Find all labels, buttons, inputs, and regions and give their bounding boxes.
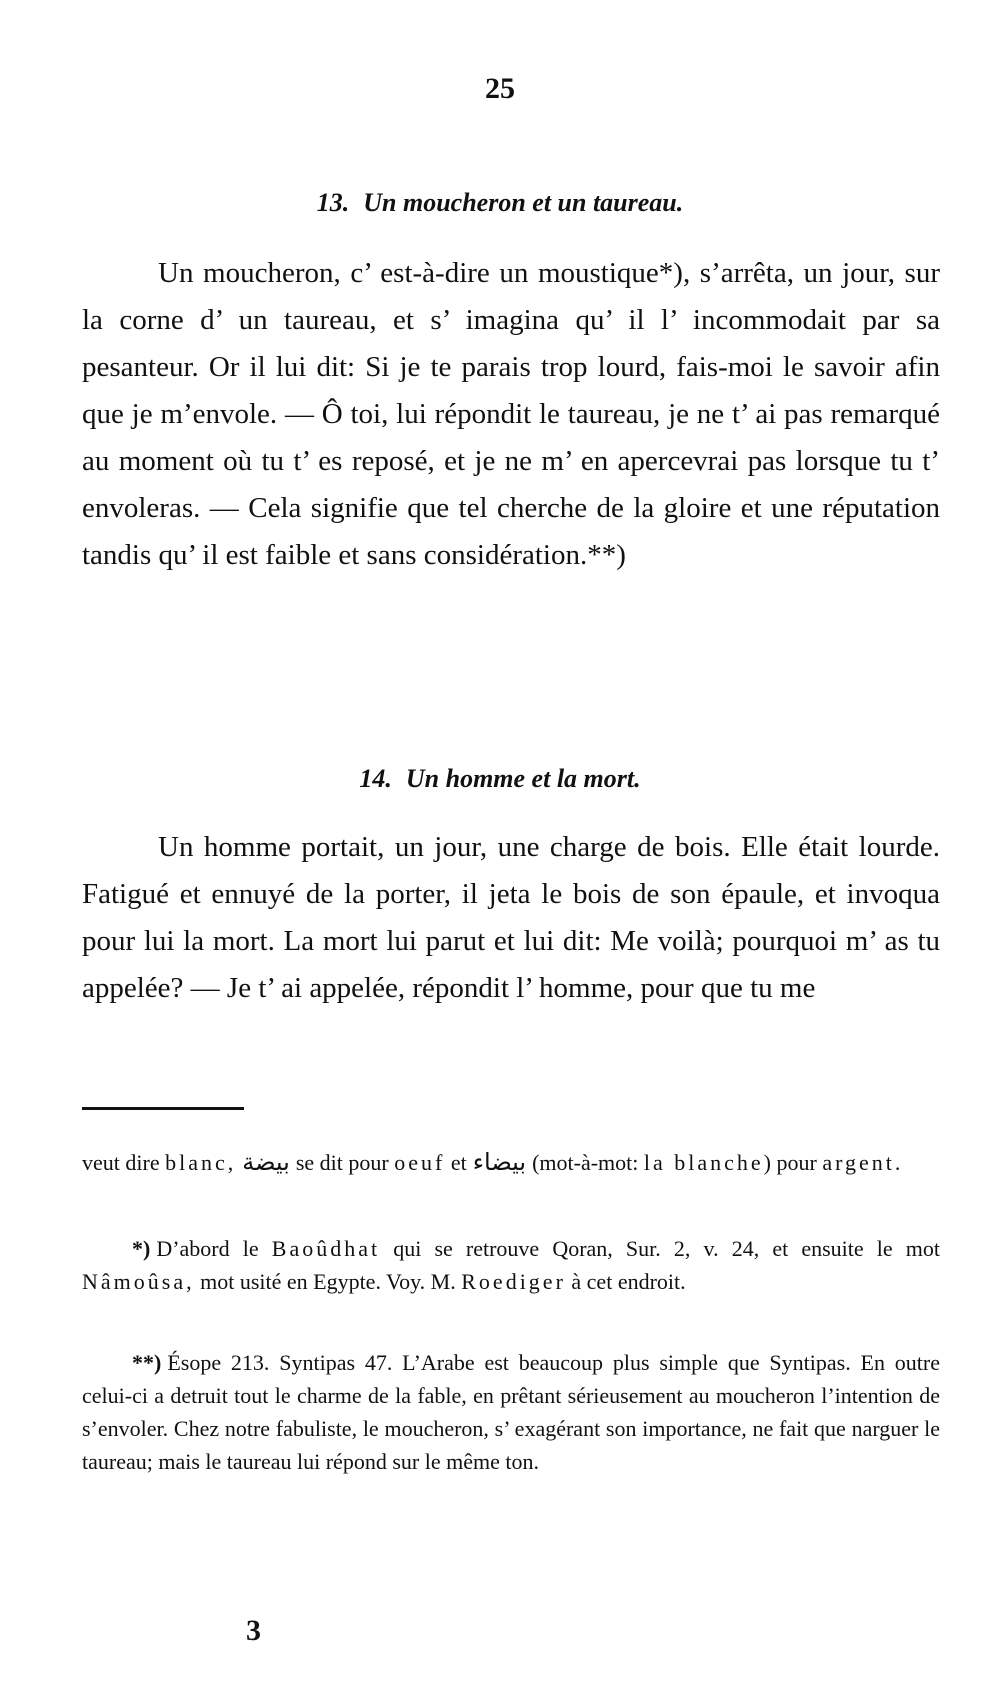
fable-13-title: Un moucheron et un taureau.: [363, 188, 684, 217]
footnote-text: (mot-à-mot:: [532, 1150, 639, 1175]
fable-13-heading: [0, 188, 1000, 218]
footnote-text: Ésope 213. Syntipas 47. L’Arabe est beaucoup plus simple que Syntipas. En outre celui-ci a detruit tout le charme de la fable, en prêtant sérieusement au moucheron l’intention de s’envoler. Chez notre fabuliste, le moucheron, s’ exagérant son importance, ne fait que narguer le taureau; mais le taureau lui répond sur le même ton.: [82, 1350, 940, 1474]
arabic-word: بيضاء: [472, 1148, 527, 1176]
footnote-marker: **): [132, 1350, 162, 1375]
footnote-text: et: [450, 1150, 467, 1175]
fable-14-title: Un homme et la mort.: [405, 764, 641, 793]
footnote-2: [82, 1346, 940, 1478]
fable-13-text: [82, 250, 940, 579]
footnote-spaced-word: blanc,: [165, 1150, 237, 1175]
footnote-spaced-word: la blanche): [643, 1150, 771, 1175]
footnote-marker: *): [132, 1236, 151, 1261]
footnote-text: D’abord le: [156, 1236, 259, 1261]
arabic-word: بيضة: [242, 1148, 290, 1176]
footnote-spaced-word: Baoûdhat: [271, 1236, 381, 1261]
footnote-text: qui se retrouve Qoran, Sur. 2, v. 24, et ensuite le mot: [393, 1236, 940, 1261]
fable-13-text-content: Un moucheron, c’ est-à-dire un moustique*), s’arrêta, un jour, sur la corne d’ un taureau, et s’ imagina qu’ il l’ incommodait par sa pesanteur. Or il lui dit: Si je te parais trop lourd, fais-moi le savoir afin que je m’envole. — Ô toi, lui répondit le taureau, je ne t’ ai pas remarqué au moment où tu t’ es reposé, et je ne m’ en apercevrai pas lorsque tu t’ envoleras. — Cela signifie que tel cherche de la gloire et une réputation tandis qu’ il est faible et sans considération.**): [82, 257, 940, 571]
footnote-spaced-word: oeuf: [394, 1150, 446, 1175]
footnote-spaced-word: Roediger: [461, 1269, 566, 1294]
fable-13-number: 13.: [316, 188, 350, 217]
fable-14-text-content: Un homme portait, un jour, une charge de bois. Elle était lourde. Fatigué et ennuyé de la porter, il jeta le bois de son épaule, et invoqua pour lui la mort. La mort lui parut et lui dit: Me voilà; pourquoi m’ as tu appelée? — Je t’ ai appelée, répondit l’ homme, pour que tu me: [82, 831, 940, 1004]
footnote-1: [82, 1232, 940, 1298]
signature-mark: 3: [246, 1614, 261, 1647]
footnote-text: se dit pour: [295, 1150, 389, 1175]
footnote-text: veut dire: [82, 1150, 160, 1175]
fable-14-heading: [0, 764, 1000, 794]
footnote-spaced-word: Nâmoûsa,: [82, 1269, 195, 1294]
fable-14-text: [82, 824, 940, 1012]
fable-14-number: 14.: [359, 764, 392, 793]
footnote-text: mot usité en Egypte. Voy. M.: [200, 1269, 456, 1294]
footnote-continuation: [82, 1146, 940, 1179]
footnote-spaced-word: argent.: [822, 1150, 904, 1175]
footnote-text: à cet endroit.: [571, 1269, 686, 1294]
footnote-text: pour: [776, 1150, 817, 1175]
footnote-separator: [82, 1107, 244, 1110]
page-number: 25: [485, 72, 515, 105]
